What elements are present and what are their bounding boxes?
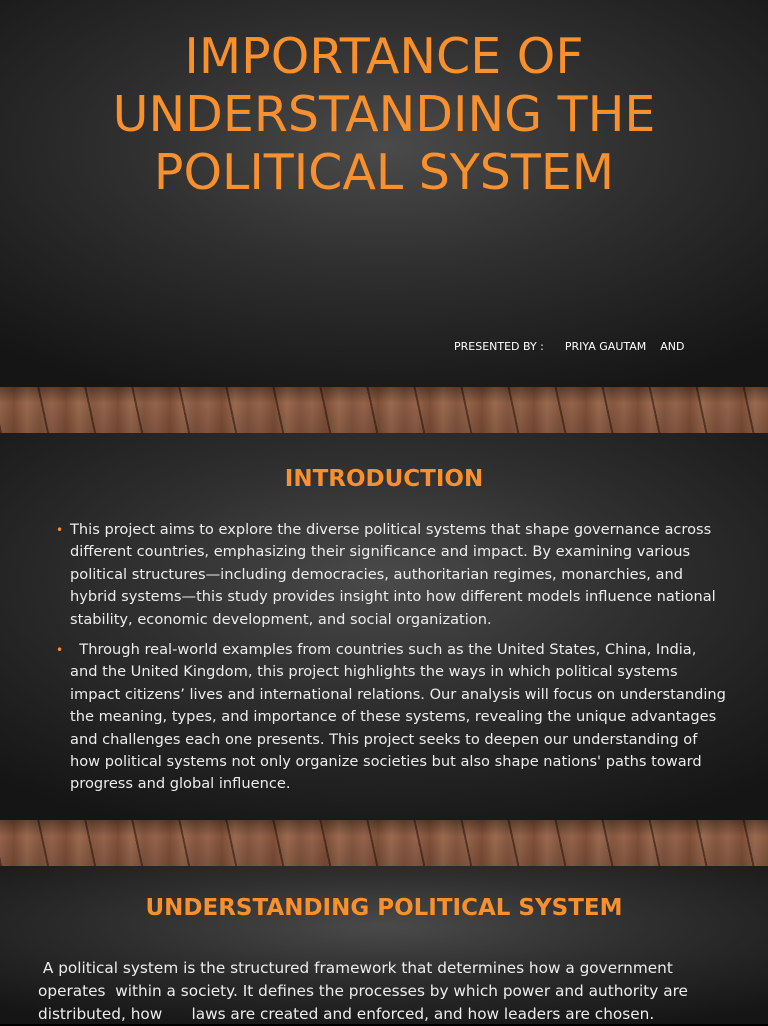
introduction-heading: INTRODUCTION xyxy=(284,466,484,492)
list-item xyxy=(56,519,726,631)
title-slide xyxy=(0,0,768,387)
bullet-icon: • xyxy=(56,643,64,658)
wood-floor-divider xyxy=(0,387,768,433)
bullet-icon: • xyxy=(56,523,64,537)
bullet-text: Through real-world examples from countries such as the United States, China, India, and the United Kingdom, this project highlights the ways in which political systems impact citizens’ lives and international relations. Our analysis will focus on understanding the meaning, types, and importance of these systems, revealing the unique advantages and challenges each one presents. This project seeks to deepen our understanding of how political systems not only organize societies but also shape nations' paths toward progress and global influence. xyxy=(70,641,731,793)
presenters-line-1: PRESENTED BY : PRIYA GAUTAM AND xyxy=(454,340,685,353)
understanding-paragraph: A political system is the structured framework that determines how a government operates within a society. It defines the processes by which power and authority are distributed, how laws are created and enforced, and how leaders are chosen. xyxy=(38,959,693,1023)
bullet-text: This project aims to explore the diverse political systems that shape governance across different countries, emphasizing their significance and impact. By examining various political structures—including democracies, authoritarian regimes, monarchies, and hybrid systems—this study provides insight into how different models influence national stability, economic development, and social organization. xyxy=(70,521,716,628)
introduction-bullet-list xyxy=(56,519,731,804)
slide-title: IMPORTANCE OF UNDERSTANDING THE POLITICAL SYSTEM xyxy=(112,28,656,201)
list-item xyxy=(56,639,731,796)
wood-floor-divider xyxy=(0,820,768,866)
understanding-heading: UNDERSTANDING POLITICAL SYSTEM xyxy=(145,895,623,921)
